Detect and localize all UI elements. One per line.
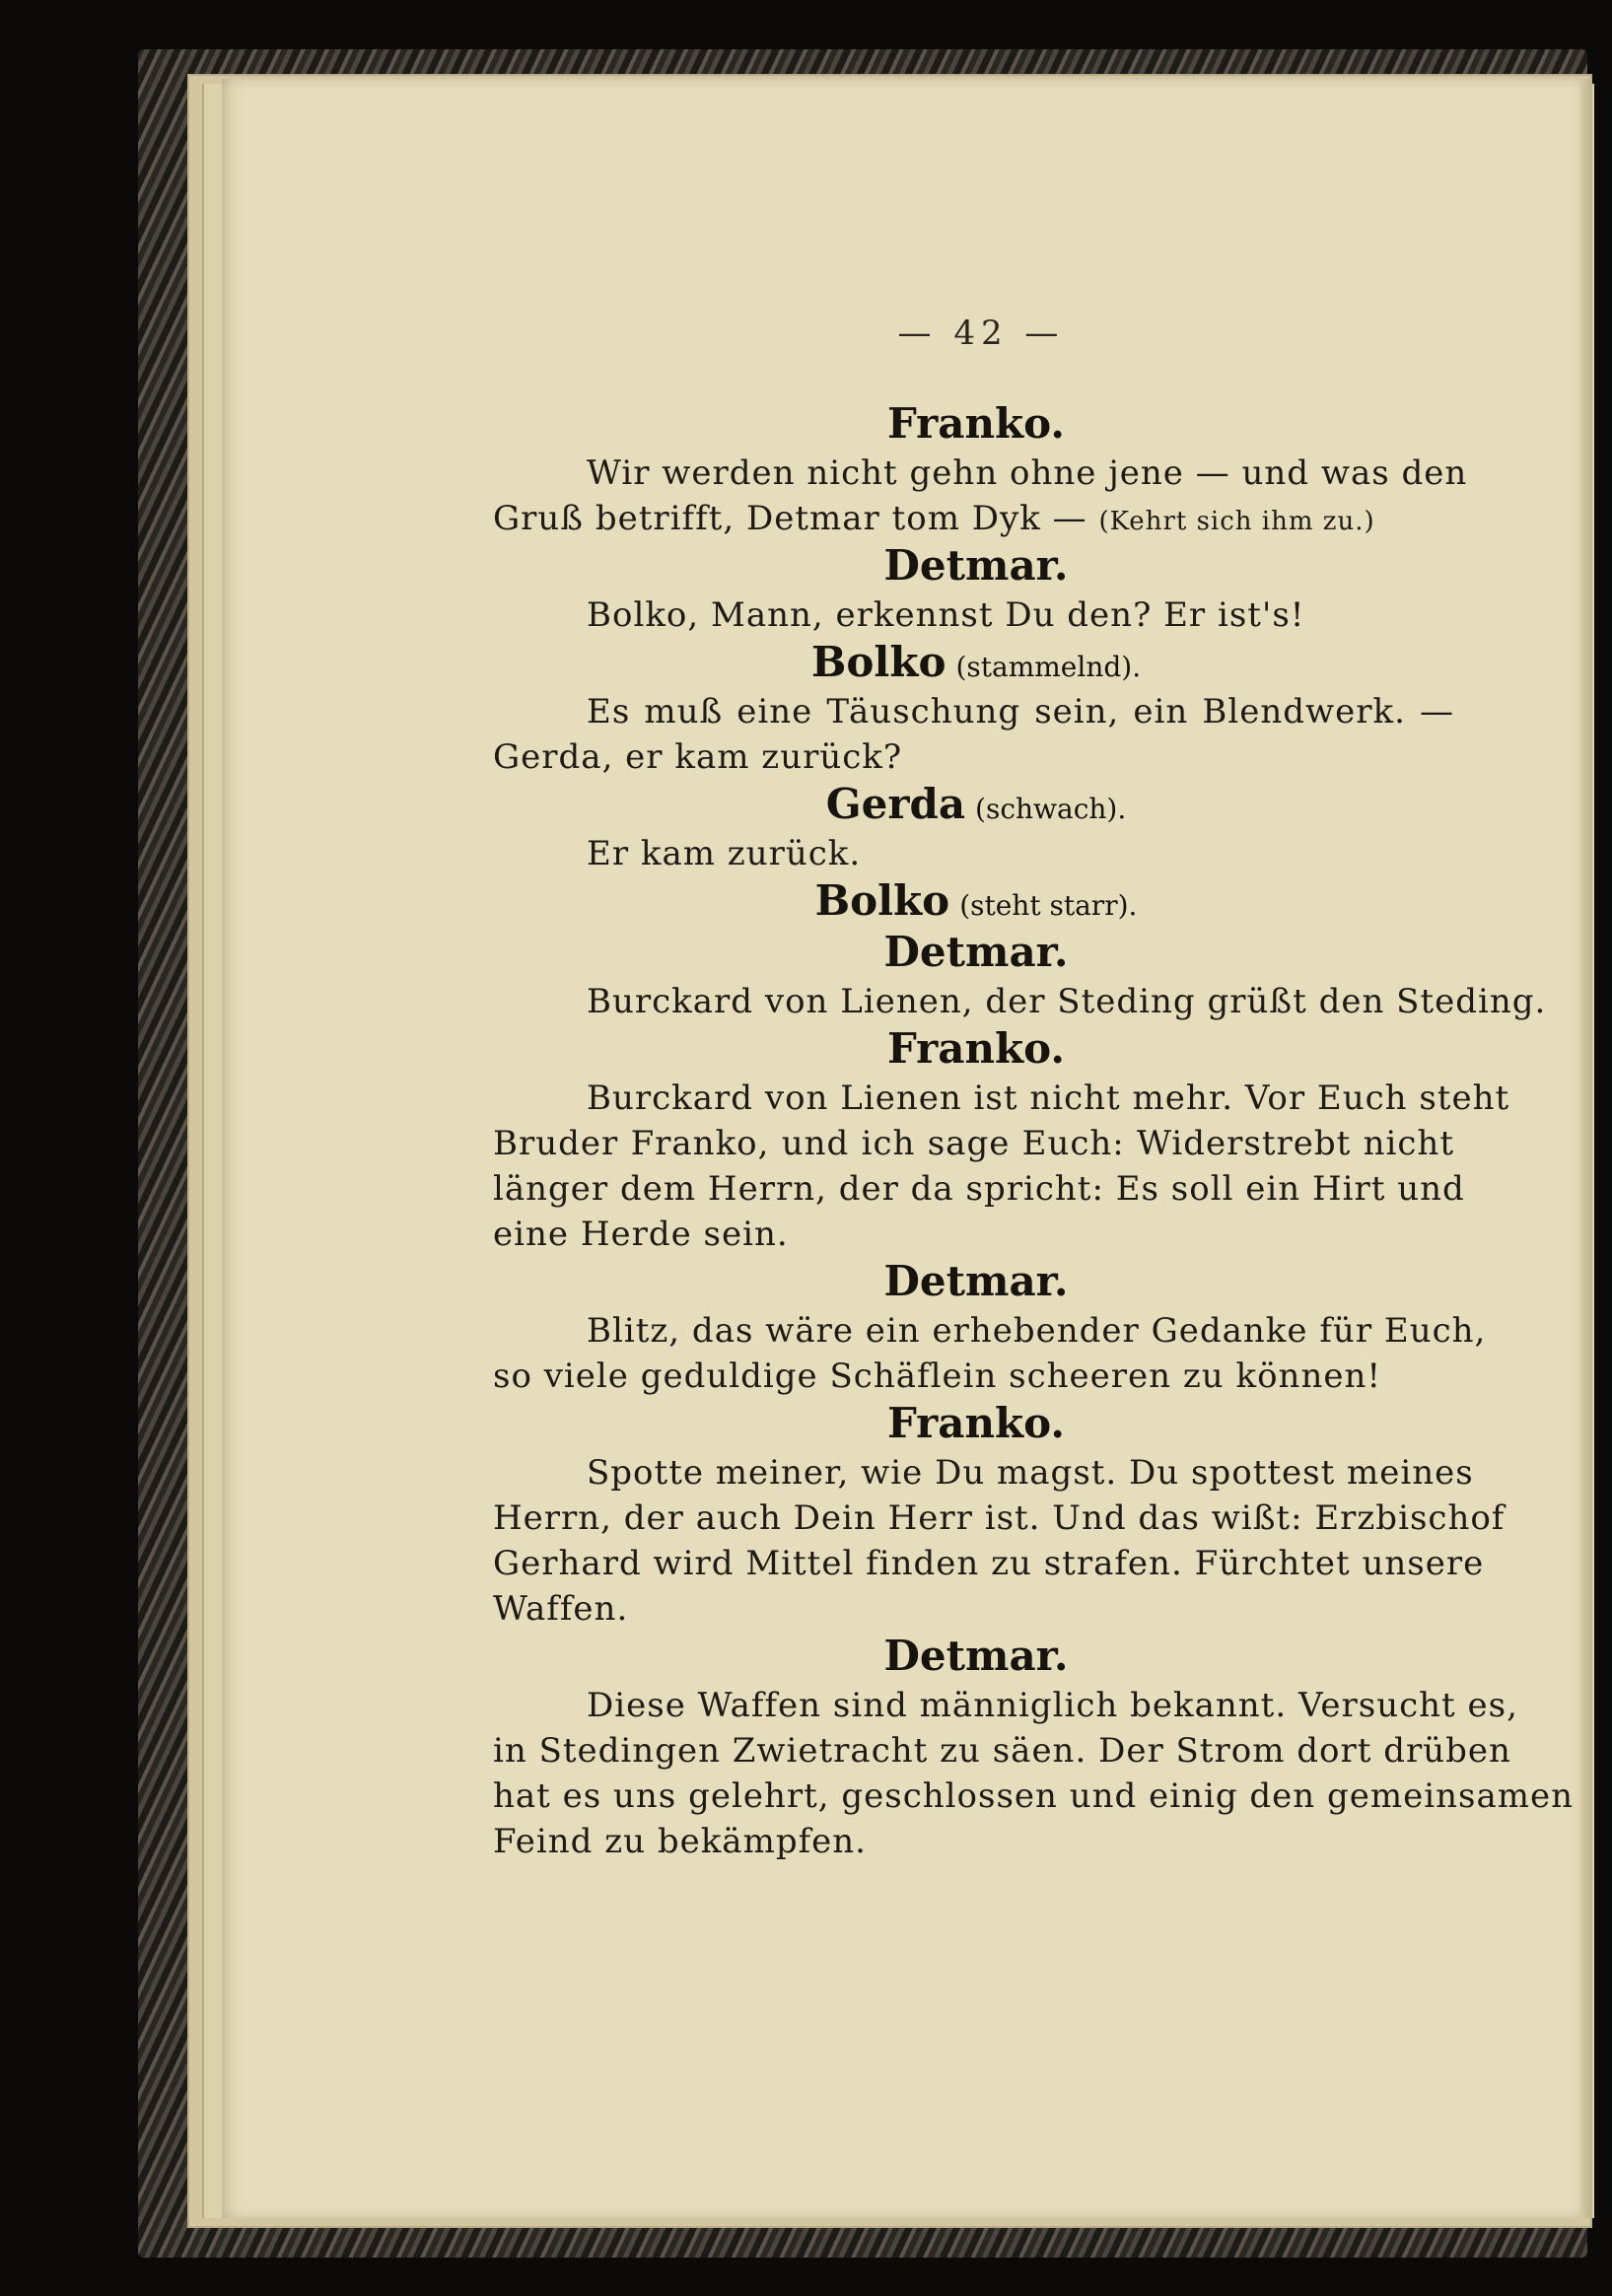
speaker-name: Detmar. [883, 541, 1069, 590]
speaker-name: Bolko [814, 876, 950, 925]
speaker-heading [493, 1399, 1459, 1448]
speaker-heading [493, 541, 1459, 591]
line-text: Diese Waffen sind männiglich bekannt. Versucht es, [587, 1686, 1518, 1725]
text-line [587, 689, 1454, 734]
line-text: eine Herde sein. [493, 1215, 789, 1254]
text-line [493, 1728, 1511, 1774]
text-line [587, 1308, 1487, 1354]
speaker-name: Franko. [887, 1399, 1065, 1447]
speaker-heading [493, 1632, 1459, 1681]
line-text: Burckard von Lienen, der Steding grüßt den Steding. [587, 982, 1547, 1021]
line-text: in Stedingen Zwietracht zu säen. Der Strom dort drüben [493, 1731, 1511, 1771]
line-text: hat es uns gelehrt, geschlossen und einig den gemeinsamen [493, 1776, 1575, 1816]
speaker-heading [493, 780, 1459, 834]
line-text: Gerda, er kam zurück? [493, 737, 903, 777]
text-line [493, 1774, 1575, 1819]
line-text: Gruß betrifft, Detmar tom Dyk — [493, 499, 1099, 538]
line-text: so viele geduldige Schäflein scheeren zu können! [493, 1357, 1382, 1396]
text-line [493, 1586, 628, 1632]
text-line [493, 496, 1375, 544]
line-text: länger dem Herrn, der da spricht: Es soll ein Hirt und [493, 1169, 1465, 1209]
speaker-heading [493, 1257, 1459, 1306]
inline-stage-direction: (Kehrt sich ihm zu.) [1098, 507, 1375, 536]
speaker-name: Gerda [825, 780, 966, 828]
speaker-name: Detmar. [883, 928, 1069, 976]
line-text: Feind zu bekämpfen. [493, 1822, 867, 1861]
speaker-heading [493, 399, 1459, 449]
line-text: Spotte meiner, wie Du magst. Du spottest meines [587, 1453, 1474, 1493]
line-text: Bolko, Mann, erkennst Du den? Er ist's! [587, 595, 1305, 635]
stage-direction: (steht starr). [959, 889, 1138, 922]
line-text: Blitz, das wäre ein erhebender Gedanke für Euch, [587, 1311, 1487, 1351]
page-gutter [1580, 79, 1592, 2218]
line-text: Wir werden nicht gehn ohne jene — und was den [587, 453, 1468, 493]
text-line [587, 831, 861, 876]
line-text: Burckard von Lienen ist nicht mehr. Vor Euch steht [587, 1078, 1510, 1118]
text-line [493, 1121, 1454, 1166]
line-text: Er kam zurück. [587, 834, 862, 873]
speaker-heading [493, 928, 1459, 977]
line-text: Bruder Franko, und ich sage Euch: Widerstrebt nicht [493, 1124, 1454, 1163]
speaker-heading [493, 876, 1459, 931]
line-text: Waffen. [493, 1589, 629, 1629]
text-line [493, 1819, 867, 1864]
speaker-heading [493, 638, 1459, 692]
text-line [493, 1541, 1485, 1586]
text-line [493, 1166, 1465, 1212]
line-text: Es muß eine Täuschung sein, ein Blendwerk. — [587, 692, 1454, 731]
page-number: — 42 — [897, 313, 1065, 353]
speaker-name: Detmar. [883, 1632, 1069, 1680]
text-line [493, 734, 902, 780]
text-line [587, 592, 1304, 638]
speaker-heading [493, 1024, 1459, 1074]
text-line [587, 1450, 1474, 1496]
text-line [493, 1496, 1506, 1541]
speaker-name: Franko. [887, 1024, 1065, 1073]
text-line [493, 1212, 789, 1257]
stage-direction: (stammelnd). [955, 651, 1142, 683]
text-line [587, 1683, 1518, 1728]
text-line [587, 979, 1546, 1024]
text-line [493, 1354, 1381, 1399]
text-line [587, 1076, 1510, 1121]
speaker-name: Franko. [887, 399, 1065, 448]
stage-direction: (schwach). [975, 793, 1127, 825]
line-text: Gerhard wird Mittel finden zu strafen. Fürchtet unsere [493, 1544, 1485, 1583]
line-text: Herrn, der auch Dein Herr ist. Und das wißt: Erzbischof [493, 1498, 1506, 1538]
text-line [587, 451, 1468, 496]
speaker-name: Bolko [810, 638, 946, 686]
speaker-name: Detmar. [883, 1257, 1069, 1305]
